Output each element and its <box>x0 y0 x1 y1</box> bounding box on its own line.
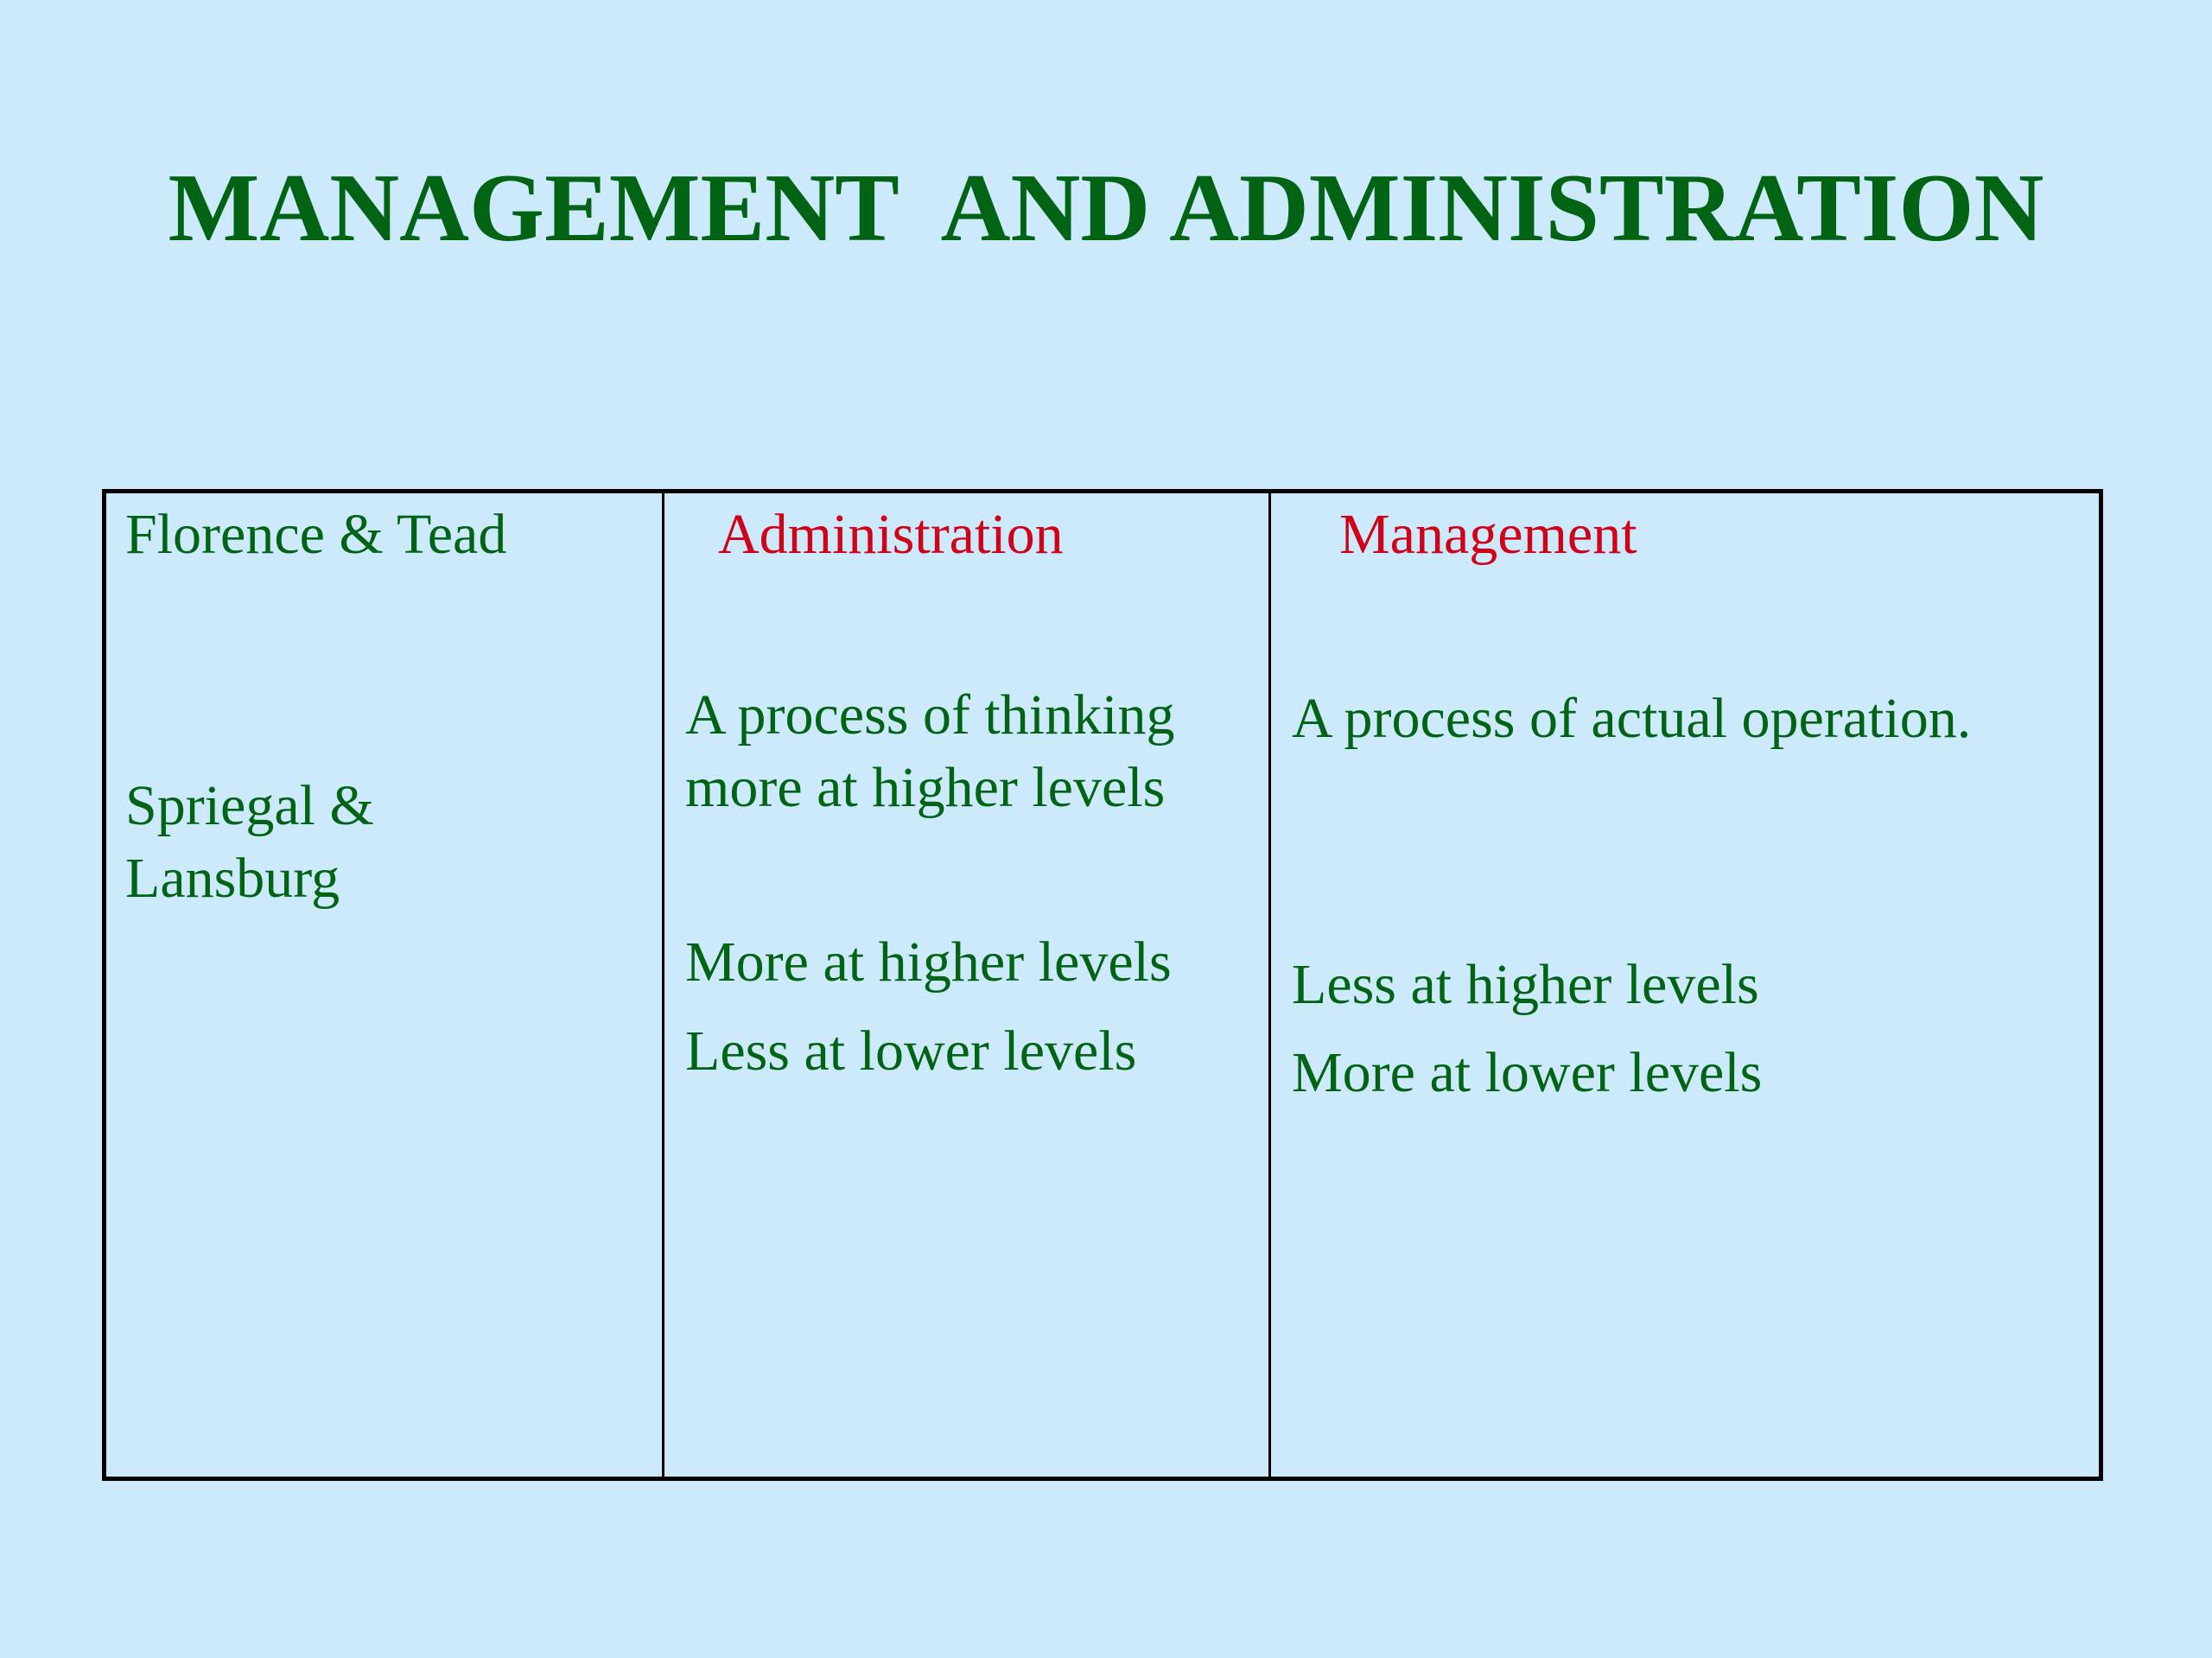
column-divider-1 <box>662 493 664 1477</box>
col3-row1-line1: A process of actual operation. <box>1292 687 1972 750</box>
column-divider-2 <box>1268 493 1271 1477</box>
slide-title: MANAGEMENT AND ADMINISTRATION <box>168 155 2044 262</box>
col3-row2-line1: Less at higher levels <box>1292 953 1759 1016</box>
col1-row2-line1: Spriegal & <box>125 774 374 837</box>
col1-row2-line2: Lansburg <box>125 847 340 910</box>
col3-row2-line2: More at lower levels <box>1292 1041 1763 1104</box>
col2-row1-line1: A process of thinking <box>685 683 1175 746</box>
col2-row2-line1: More at higher levels <box>685 931 1172 994</box>
comparison-table <box>102 489 2103 1481</box>
col2-header: Administration <box>718 503 1064 566</box>
col3-header: Management <box>1339 503 1637 566</box>
col1-header: Florence & Tead <box>125 503 507 566</box>
col2-row2-line2: Less at lower levels <box>685 1020 1137 1083</box>
col2-row1-line2: more at higher levels <box>685 756 1166 819</box>
